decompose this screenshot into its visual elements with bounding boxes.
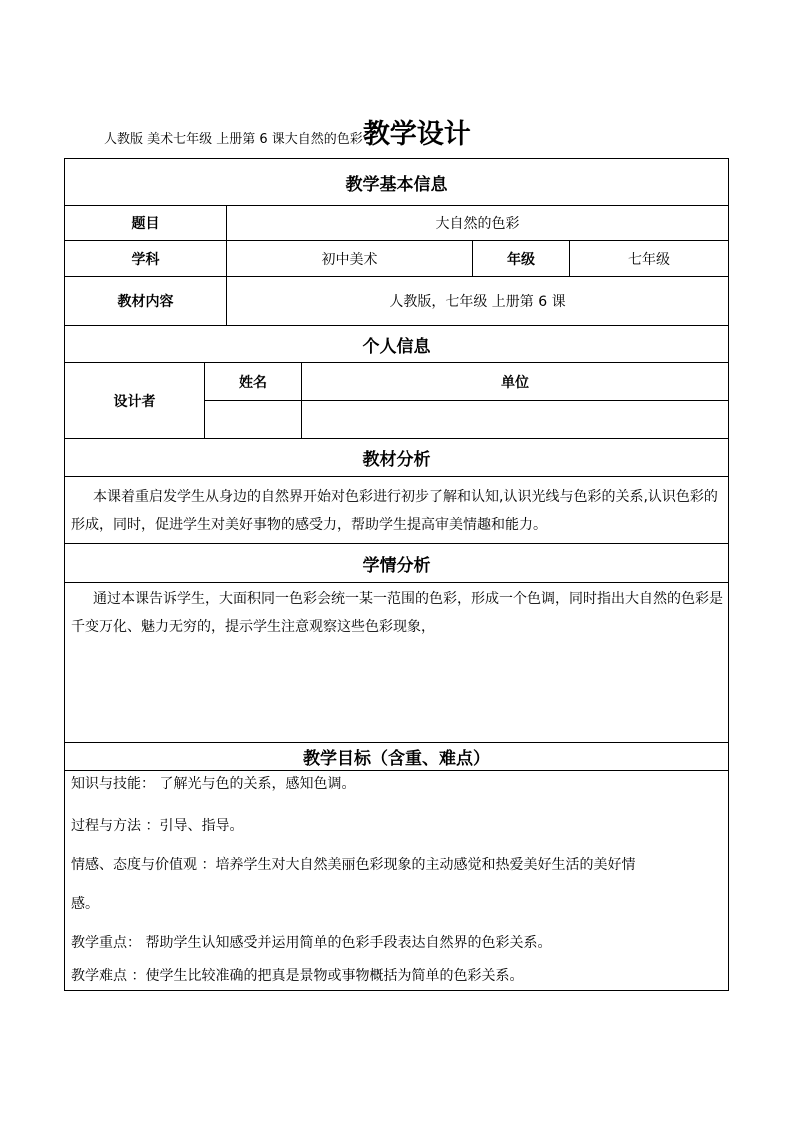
name-value bbox=[205, 401, 302, 438]
topic-row bbox=[65, 206, 728, 241]
designer-row bbox=[65, 363, 728, 439]
subject-row bbox=[65, 241, 728, 277]
objective-emotion: 情感、态度与价值观 ：培养学生对大自然美丽色彩现象的主动感觉和热爱美好生活的美好情 bbox=[71, 857, 636, 873]
grade-value: 七年级 bbox=[628, 251, 670, 268]
basic-info-heading: 教学基本信息 bbox=[345, 174, 448, 195]
material-analysis-body-row bbox=[65, 477, 728, 544]
topic-label: 题目 bbox=[65, 206, 227, 240]
page-subtitle: 人教版 美术七年级 上册第 6 课大自然的色彩 bbox=[104, 132, 363, 147]
objectives-header-row bbox=[65, 743, 728, 771]
grade-label: 年级 bbox=[473, 241, 570, 276]
objective-difficulty: 教学难点 ：使学生比较准确的把真是景物或事物概括为简单的色彩关系。 bbox=[71, 968, 524, 984]
objective-key-point: 教学重点： 帮助学生认知感受并运用简单的色彩手段表达自然界的色彩关系。 bbox=[71, 935, 552, 951]
student-analysis-body-row bbox=[65, 583, 728, 743]
personal-info-heading: 个人信息 bbox=[362, 336, 431, 357]
topic-value: 大自然的色彩 bbox=[435, 216, 520, 232]
material-analysis-header-row bbox=[65, 439, 728, 477]
unit-value bbox=[302, 401, 728, 438]
material-analysis-text: 本课着重启发学生从身边的自然界开始对色彩进行初步了解和认知,认识光线与色彩的关系,认识色彩的形成，同时，促进学生对美好事物的感受力，帮助学生提高审美情趣和能力。 bbox=[71, 489, 718, 533]
student-analysis-text: 通过本课告诉学生，大面积同一色彩会统一某一范围的色彩，形成一个色调，同时指出大自然的色彩是千变万化、魅力无穷的，提示学生注意观察这些色彩现象， bbox=[71, 591, 723, 635]
objectives-heading: 教学目标（含重、难点） bbox=[303, 749, 490, 769]
subject-value: 初中美术 bbox=[227, 241, 473, 276]
basic-info-header-row bbox=[65, 159, 728, 206]
name-label: 姓名 bbox=[205, 363, 302, 400]
student-analysis-heading: 学情分析 bbox=[362, 555, 431, 576]
objectives-body-row bbox=[65, 771, 728, 990]
lesson-plan-table bbox=[64, 158, 729, 991]
designer-label: 设计者 bbox=[65, 363, 205, 438]
page-main-title: 教学设计 bbox=[362, 119, 471, 150]
objective-knowledge: 知识与技能： 了解光与色的关系，感知色调。 bbox=[71, 776, 356, 792]
personal-info-header-row bbox=[65, 326, 728, 363]
objective-process: 过程与方法 ：引导、指导。 bbox=[71, 818, 244, 834]
subject-label: 学科 bbox=[65, 241, 227, 276]
page-title bbox=[104, 112, 471, 151]
material-label: 教材内容 bbox=[65, 277, 227, 325]
student-analysis-header-row bbox=[65, 544, 728, 583]
objective-emotion-cont: 感。 bbox=[71, 896, 99, 912]
unit-label: 单位 bbox=[501, 374, 529, 391]
material-row bbox=[65, 277, 728, 326]
material-value: 人教版，七年级 上册第 6 课 bbox=[389, 294, 566, 310]
material-analysis-heading: 教材分析 bbox=[362, 450, 431, 470]
